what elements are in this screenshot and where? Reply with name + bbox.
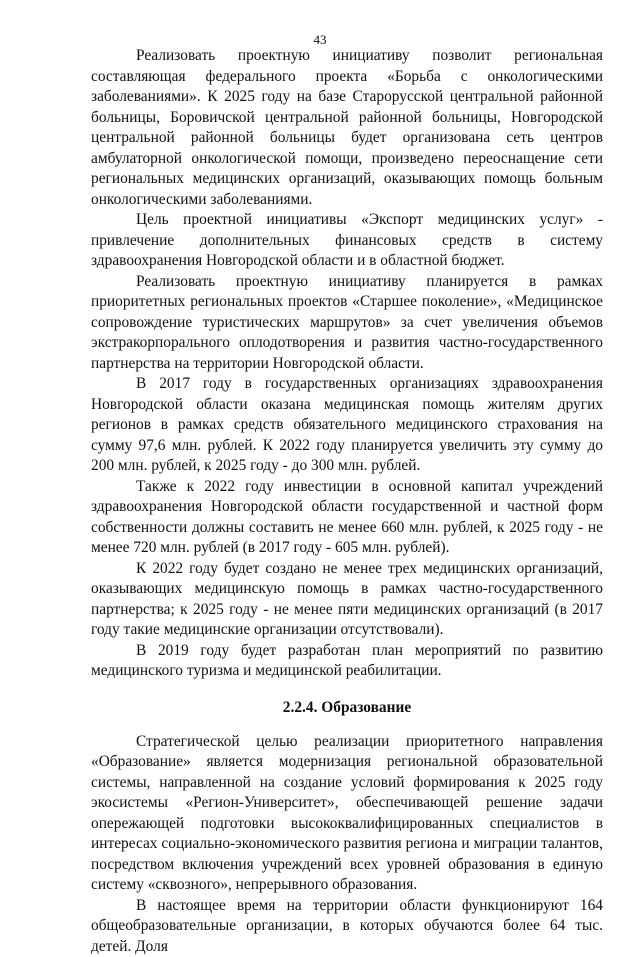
paragraph: К 2022 году будет создано не менее трех медицинских организаций, оказывающих медицинскую помощь в рамках частно-государственного партнерства; к 2025 году - не менее пяти медицинских организаций (в 2017 году такие медицинские организации отсутствовали). xyxy=(91,559,603,641)
page-number: 43 xyxy=(0,32,640,48)
paragraph: В 2019 году будет разработан план мероприятий по развитию медицинского туризма и медицинской реабилитации. xyxy=(91,641,603,682)
paragraph: Стратегической целью реализации приоритетного направления «Образование» является модернизация региональной образовательной системы, направленной на создание условий формирования к 2025 году экосистемы «Регион-Университет», обеспечивающей решение задачи опережающей подготовки высококвалифицированных специалистов в интересах социально-экономического развития региона и миграции талантов, посредством включения учреждений всех уровней образования в единую систему «сквозного», непрерывного образования. xyxy=(91,732,603,896)
section-heading: 2.2.4. Образование xyxy=(91,698,603,718)
paragraph: Также к 2022 году инвестиции в основной капитал учреждений здравоохранения Новгородской области государственной и частной форм собственности должны составить не менее 660 млн. рублей, к 2025 году - не менее 720 млн. рублей (в 2017 году - 605 млн. рублей). xyxy=(91,477,603,559)
paragraph: Цель проектной инициативы «Экспорт медицинских услуг» - привлечение дополнительных финансовых средств в систему здравоохранения Новгородской области и в областной бюджет. xyxy=(91,210,603,272)
paragraph: Реализовать проектную инициативу позволит региональная составляющая федерального проекта «Борьба с онкологическими заболеваниями». К 2025 году на базе Старорусской центральной районной больницы, Боровичской центральной районной больницы, Новгородской центральной районной больницы будет организована сеть центров амбулаторной онкологической помощи, произведено переоснащение сети региональных медицинских организаций, оказывающих помощь больным онкологическими заболеваниями. xyxy=(91,46,603,210)
paragraph: В настоящее время на территории области функционируют 164 общеобразовательные организации, в которых обучаются более 64 тыс. детей. Доля xyxy=(91,896,603,957)
document-body xyxy=(91,46,603,957)
paragraph: Реализовать проектную инициативу планируется в рамках приоритетных региональных проектов «Старшее поколение», «Медицинское сопровождение туристических маршрутов» за счет увеличения объемов экстракорпорального оплодотворения и развития частно-государственного партнерства на территории Новгородской области. xyxy=(91,272,603,375)
paragraph: В 2017 году в государственных организациях здравоохранения Новгородской области оказана медицинская помощь жителям других регионов в рамках средств обязательного медицинского страхования на сумму 97,6 млн. рублей. К 2022 году планируется увеличить эту сумму до 200 млн. рублей, к 2025 году - до 300 млн. рублей. xyxy=(91,374,603,477)
